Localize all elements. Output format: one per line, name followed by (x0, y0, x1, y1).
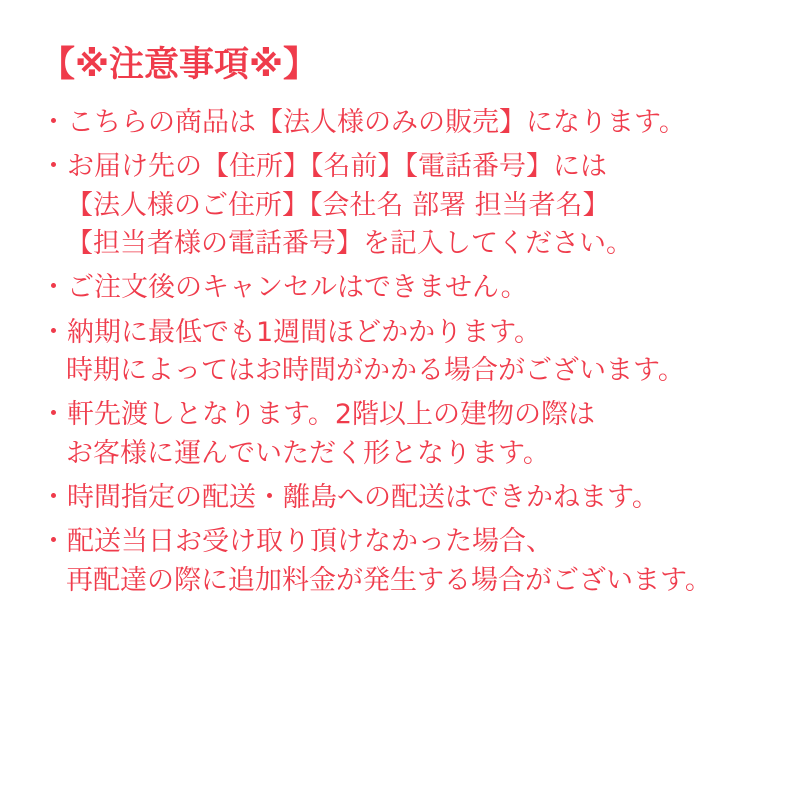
notice-line: ・納期に最低でも1週間ほどかかります。 (40, 316, 542, 348)
notice-line: 【担当者様の電話番号】を記入してください。 (66, 227, 633, 259)
list-item (40, 479, 776, 517)
notice-line: 再配達の際に追加料金が発生する場合がございます。 (66, 564, 712, 596)
list-item (40, 396, 776, 473)
notice-line: お客様に運んでいただく形となります。 (66, 437, 550, 469)
list-item (40, 523, 776, 600)
notice-line: ・ご注文後のキャンセルはできません。 (40, 272, 528, 304)
notice-line: ・時間指定の配送・離島への配送はできかねます。 (40, 481, 659, 513)
notice-line: ・軒先渡しとなります。2階以上の建物の際は (40, 399, 596, 431)
notice-line: 時期によってはお時間がかかる場合がございます。 (66, 354, 685, 386)
notice-line: ・配送当日お受け取り頂けなかった場合、 (40, 526, 553, 558)
page-title: 【※注意事項※】 (40, 45, 319, 85)
list-item (40, 314, 776, 391)
list-item (40, 269, 776, 307)
notice-line: 【法人様のご住所】【会社名 部署 担当者名】 (66, 189, 610, 221)
notice-line: ・お届け先の【住所】【名前】【電話番号】には (40, 151, 607, 183)
notice-line: ・こちらの商品は【法人様のみの販売】になります。 (40, 107, 686, 138)
notice-list (40, 104, 776, 600)
list-item (40, 148, 776, 263)
list-item (40, 104, 776, 142)
